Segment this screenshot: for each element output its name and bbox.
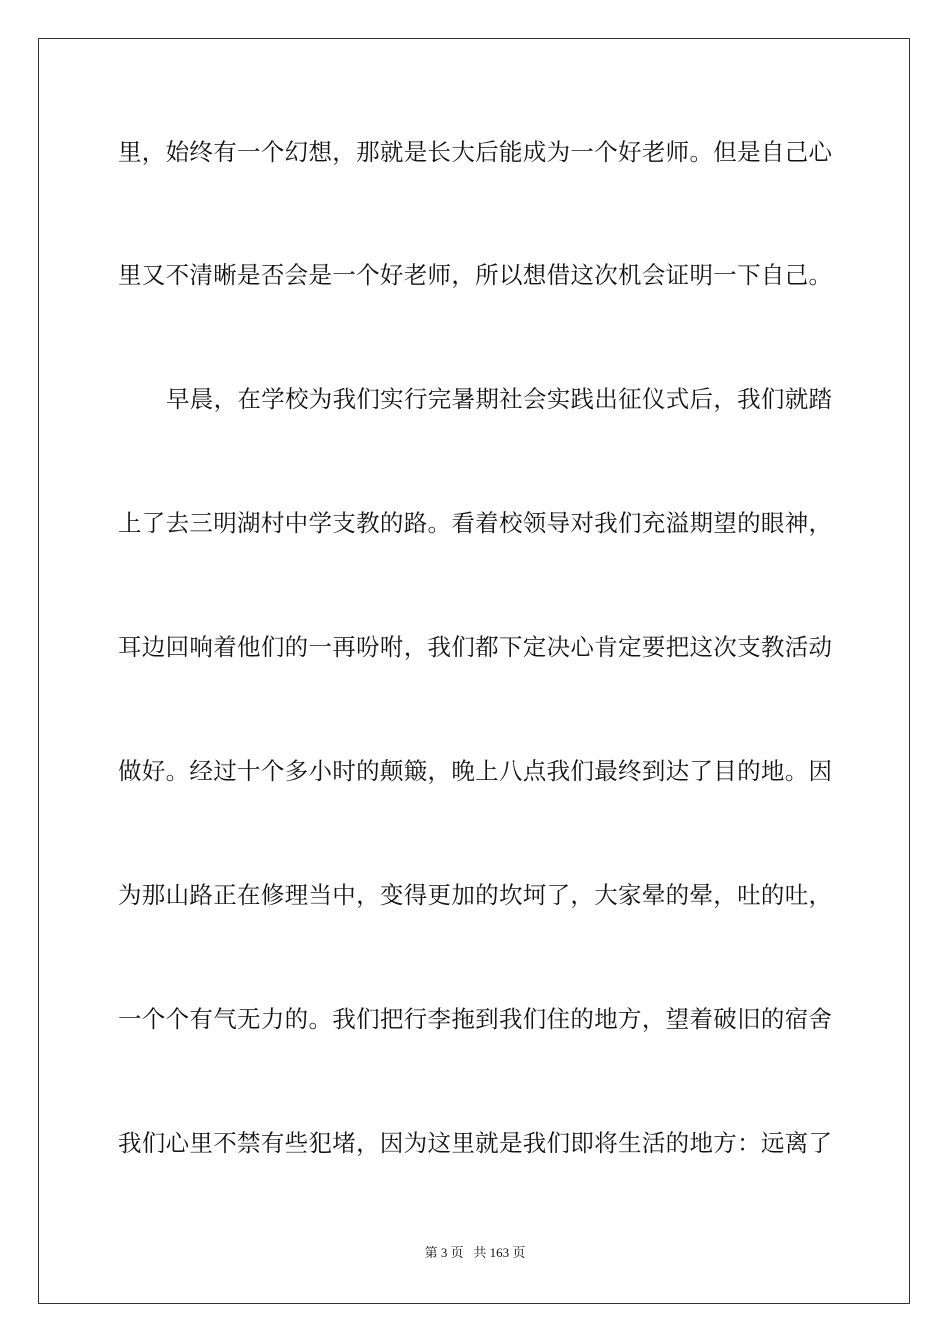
body-text-line-2: 里又不清晰是否会是一个好老师，所以想借这次机会证明一下自己。 xyxy=(118,261,832,289)
body-text-line-7: 为那山路正在修理当中，变得更加的坎坷了，大家晕的晕，吐的吐， xyxy=(118,881,832,909)
total-pages: 共 163 页 xyxy=(473,1245,526,1260)
body-text-line-1: 里，始终有一个幻想，那就是长大后能成为一个好老师。但是自己心 xyxy=(118,138,832,166)
body-text-line-5: 耳边回响着他们的一再吩咐，我们都下定决心肯定要把这次支教活动 xyxy=(118,633,832,661)
body-text-line-9: 我们心里不禁有些犯堵，因为这里就是我们即将生活的地方：远离了 xyxy=(118,1129,832,1157)
body-text-line-6: 做好。经过十个多小时的颠簸，晚上八点我们最终到达了目的地。因 xyxy=(118,757,832,785)
page-border xyxy=(38,38,910,1304)
body-text-line-8: 一个个有气无力的。我们把行李拖到我们住的地方，望着破旧的宿舍 xyxy=(118,1005,832,1033)
page-footer xyxy=(0,1244,950,1262)
paragraph-first-line: 早晨，在学校为我们实行完暑期社会实践出征仪式后，我们就踏 xyxy=(166,385,832,413)
body-text-line-4: 上了去三明湖村中学支教的路。看着校领导对我们充溢期望的眼神， xyxy=(118,509,832,537)
page-number: 第 3 页 xyxy=(424,1245,464,1260)
